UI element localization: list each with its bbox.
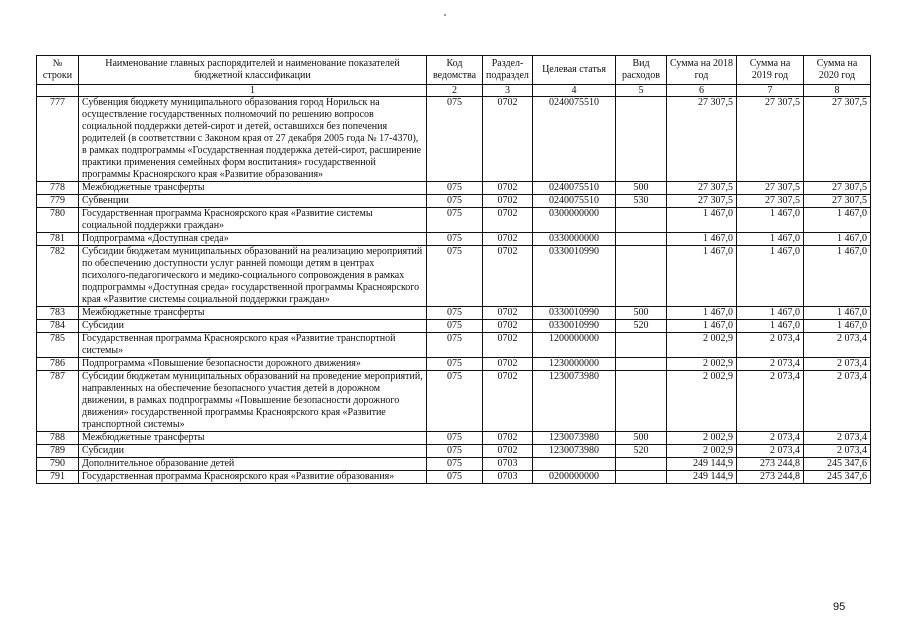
expense-type-cell xyxy=(616,97,667,182)
dept-code-cell: 075 xyxy=(427,195,483,208)
expense-type-cell: 500 xyxy=(616,307,667,320)
section-cell: 0702 xyxy=(483,333,533,358)
sum-2020-cell: 245 347,6 xyxy=(804,471,871,484)
expense-type-cell xyxy=(616,458,667,471)
table-header xyxy=(37,56,871,97)
dept-code-cell: 075 xyxy=(427,371,483,432)
table-row xyxy=(37,208,871,233)
table-body xyxy=(37,97,871,484)
dept-code-cell: 075 xyxy=(427,320,483,333)
sum-2019-cell: 1 467,0 xyxy=(737,246,804,307)
dept-code-cell: 075 xyxy=(427,246,483,307)
sum-2018-cell: 27 307,5 xyxy=(667,182,737,195)
row-number-cell: 786 xyxy=(37,358,79,371)
table-row xyxy=(37,320,871,333)
row-number-cell: 783 xyxy=(37,307,79,320)
sum-2018-cell: 2 002,9 xyxy=(667,371,737,432)
column-number: 5 xyxy=(616,85,667,97)
sum-2018-cell: 2 002,9 xyxy=(667,333,737,358)
table-row xyxy=(37,445,871,458)
sum-2019-cell: 1 467,0 xyxy=(737,233,804,246)
sum-2019-cell: 2 073,4 xyxy=(737,358,804,371)
sum-2019-cell: 273 244,8 xyxy=(737,471,804,484)
expense-type-cell: 530 xyxy=(616,195,667,208)
indicator-name-cell: Государственная программа Красноярского края «Развитие образования» xyxy=(79,471,427,484)
dept-code-cell: 075 xyxy=(427,471,483,484)
header-expense-type: Вид расходов xyxy=(616,56,667,85)
column-number: 7 xyxy=(737,85,804,97)
sum-2018-cell: 1 467,0 xyxy=(667,208,737,233)
indicator-name-cell: Межбюджетные трансферты xyxy=(79,182,427,195)
dept-code-cell: 075 xyxy=(427,233,483,246)
table-row xyxy=(37,371,871,432)
row-number-cell: 784 xyxy=(37,320,79,333)
target-article-cell: 1200000000 xyxy=(533,333,616,358)
sum-2018-cell: 2 002,9 xyxy=(667,445,737,458)
expense-type-cell: 520 xyxy=(616,320,667,333)
header-sum-2020: Сумма на 2020 год xyxy=(804,56,871,85)
indicator-name-cell: Дополнительное образование детей xyxy=(79,458,427,471)
column-number: 6 xyxy=(667,85,737,97)
section-cell: 0703 xyxy=(483,458,533,471)
table-row xyxy=(37,358,871,371)
section-cell: 0702 xyxy=(483,208,533,233)
target-article-cell: 1230073980 xyxy=(533,445,616,458)
sum-2020-cell: 1 467,0 xyxy=(804,246,871,307)
table-row xyxy=(37,458,871,471)
target-article-cell xyxy=(533,458,616,471)
sum-2019-cell: 1 467,0 xyxy=(737,307,804,320)
row-number-cell: 778 xyxy=(37,182,79,195)
sum-2019-cell: 1 467,0 xyxy=(737,208,804,233)
row-number-cell: 790 xyxy=(37,458,79,471)
target-article-cell: 0330010990 xyxy=(533,320,616,333)
sum-2019-cell: 1 467,0 xyxy=(737,320,804,333)
target-article-cell: 0200000000 xyxy=(533,471,616,484)
sum-2020-cell: 1 467,0 xyxy=(804,208,871,233)
column-number: 1 xyxy=(79,85,427,97)
section-cell: 0702 xyxy=(483,195,533,208)
sum-2020-cell: 2 073,4 xyxy=(804,445,871,458)
sum-2020-cell: 2 073,4 xyxy=(804,371,871,432)
section-cell: 0702 xyxy=(483,358,533,371)
row-number-cell: 777 xyxy=(37,97,79,182)
indicator-name-cell: Субсидии бюджетам муниципальных образований на проведение мероприятий, направленных на обеспечение безопасного участия детей в дорожном движении, в рамках подпрограммы «Повышение безопасности дорожного движения» государственной программы Красноярского края «Развитие транспортной системы» xyxy=(79,371,427,432)
section-cell: 0702 xyxy=(483,432,533,445)
indicator-name-cell: Субвенции xyxy=(79,195,427,208)
header-sum-2019: Сумма на 2019 год xyxy=(737,56,804,85)
sum-2018-cell: 2 002,9 xyxy=(667,432,737,445)
row-number-cell: 788 xyxy=(37,432,79,445)
section-cell: 0702 xyxy=(483,445,533,458)
indicator-name-cell: Подпрограмма «Повышение безопасности дорожного движения» xyxy=(79,358,427,371)
sum-2020-cell: 245 347,6 xyxy=(804,458,871,471)
dept-code-cell: 075 xyxy=(427,97,483,182)
row-number-cell: 791 xyxy=(37,471,79,484)
table-row xyxy=(37,182,871,195)
sum-2018-cell: 27 307,5 xyxy=(667,97,737,182)
column-number: 8 xyxy=(804,85,871,97)
column-number: 2 xyxy=(427,85,483,97)
section-cell: 0702 xyxy=(483,233,533,246)
sum-2018-cell: 2 002,9 xyxy=(667,358,737,371)
sum-2020-cell: 1 467,0 xyxy=(804,320,871,333)
row-number-cell: 782 xyxy=(37,246,79,307)
table-row xyxy=(37,432,871,445)
sum-2019-cell: 27 307,5 xyxy=(737,182,804,195)
expense-type-cell xyxy=(616,233,667,246)
dept-code-cell: 075 xyxy=(427,333,483,358)
target-article-cell: 0330000000 xyxy=(533,233,616,246)
sum-2018-cell: 1 467,0 xyxy=(667,307,737,320)
header-name: Наименование главных распорядителей и наименование показателей бюджетной классификации xyxy=(79,56,427,85)
indicator-name-cell: Субсидии xyxy=(79,320,427,333)
expense-type-cell xyxy=(616,471,667,484)
target-article-cell: 1230073980 xyxy=(533,371,616,432)
sum-2020-cell: 2 073,4 xyxy=(804,358,871,371)
sum-2018-cell: 1 467,0 xyxy=(667,320,737,333)
sum-2019-cell: 2 073,4 xyxy=(737,432,804,445)
indicator-name-cell: Государственная программа Красноярского края «Развитие системы социальной поддержки граждан» xyxy=(79,208,427,233)
table-row xyxy=(37,195,871,208)
indicator-name-cell: Межбюджетные трансферты xyxy=(79,432,427,445)
header-sum-2018: Сумма на 2018 год xyxy=(667,56,737,85)
dept-code-cell: 075 xyxy=(427,358,483,371)
section-cell: 0702 xyxy=(483,307,533,320)
target-article-cell: 0240075510 xyxy=(533,195,616,208)
page-number: 95 xyxy=(833,601,846,613)
sum-2020-cell: 1 467,0 xyxy=(804,233,871,246)
table-row xyxy=(37,307,871,320)
sum-2020-cell: 27 307,5 xyxy=(804,97,871,182)
header-row-number: № строки xyxy=(37,56,79,85)
indicator-name-cell: Государственная программа Красноярского края «Развитие транспортной системы» xyxy=(79,333,427,358)
sum-2019-cell: 2 073,4 xyxy=(737,333,804,358)
expense-type-cell xyxy=(616,358,667,371)
target-article-cell: 0330010990 xyxy=(533,246,616,307)
expense-type-cell xyxy=(616,371,667,432)
dept-code-cell: 075 xyxy=(427,307,483,320)
target-article-cell: 0240075510 xyxy=(533,182,616,195)
dept-code-cell: 075 xyxy=(427,182,483,195)
sum-2020-cell: 2 073,4 xyxy=(804,432,871,445)
row-number-cell: 779 xyxy=(37,195,79,208)
sum-2018-cell: 1 467,0 xyxy=(667,233,737,246)
row-number-cell: 785 xyxy=(37,333,79,358)
indicator-name-cell: Субсидии бюджетам муниципальных образований на реализацию мероприятий по обеспечению доступности услуг ранней помощи детям в центрах психолого-педагогического и медико-социального сопровождения в рамках подпрограммы «Доступная среда» государственной программы Красноярского края «Развитие системы социальной поддержки граждан» xyxy=(79,246,427,307)
section-cell: 0702 xyxy=(483,320,533,333)
target-article-cell: 0240075510 xyxy=(533,97,616,182)
column-number: 3 xyxy=(483,85,533,97)
row-number-cell: 789 xyxy=(37,445,79,458)
row-number-cell: 780 xyxy=(37,208,79,233)
sum-2020-cell: 27 307,5 xyxy=(804,182,871,195)
expense-type-cell: 500 xyxy=(616,182,667,195)
target-article-cell: 0300000000 xyxy=(533,208,616,233)
table-row xyxy=(37,471,871,484)
column-number-row xyxy=(37,85,871,97)
header-target-article: Целевая статья xyxy=(533,56,616,85)
section-cell: 0702 xyxy=(483,97,533,182)
expense-type-cell: 520 xyxy=(616,445,667,458)
indicator-name-cell: Субсидии xyxy=(79,445,427,458)
sum-2019-cell: 27 307,5 xyxy=(737,97,804,182)
table-row xyxy=(37,233,871,246)
header-section: Раздел-подраздел xyxy=(483,56,533,85)
sum-2019-cell: 27 307,5 xyxy=(737,195,804,208)
sum-2018-cell: 1 467,0 xyxy=(667,246,737,307)
sum-2018-cell: 249 144,9 xyxy=(667,471,737,484)
indicator-name-cell: Подпрограмма «Доступная среда» xyxy=(79,233,427,246)
row-number-cell: 787 xyxy=(37,371,79,432)
target-article-cell: 1230073980 xyxy=(533,432,616,445)
sum-2019-cell: 2 073,4 xyxy=(737,445,804,458)
header-dept-code: Код ведомства xyxy=(427,56,483,85)
table-row xyxy=(37,97,871,182)
sum-2019-cell: 2 073,4 xyxy=(737,371,804,432)
expense-type-cell: 500 xyxy=(616,432,667,445)
row-number-cell: 781 xyxy=(37,233,79,246)
dept-code-cell: 075 xyxy=(427,445,483,458)
scan-speck xyxy=(444,14,446,16)
indicator-name-cell: Межбюджетные трансферты xyxy=(79,307,427,320)
section-cell: 0703 xyxy=(483,471,533,484)
sum-2018-cell: 27 307,5 xyxy=(667,195,737,208)
target-article-cell: 1230000000 xyxy=(533,358,616,371)
column-number: 4 xyxy=(533,85,616,97)
budget-table xyxy=(36,55,871,484)
sum-2020-cell: 2 073,4 xyxy=(804,333,871,358)
expense-type-cell xyxy=(616,333,667,358)
target-article-cell: 0330010990 xyxy=(533,307,616,320)
sum-2020-cell: 1 467,0 xyxy=(804,307,871,320)
sum-2018-cell: 249 144,9 xyxy=(667,458,737,471)
dept-code-cell: 075 xyxy=(427,208,483,233)
table-row xyxy=(37,333,871,358)
table-row xyxy=(37,246,871,307)
dept-code-cell: 075 xyxy=(427,432,483,445)
expense-type-cell xyxy=(616,246,667,307)
sum-2019-cell: 273 244,8 xyxy=(737,458,804,471)
expense-type-cell xyxy=(616,208,667,233)
section-cell: 0702 xyxy=(483,246,533,307)
dept-code-cell: 075 xyxy=(427,458,483,471)
indicator-name-cell: Субвенция бюджету муниципального образования город Норильск на осуществление государственных полномочий по решению вопросов социальной поддержки детей-сирот и детей, оставшихся без попечения родителей (в соответствии с Законом края от 27 декабря 2005 года № 17-4370), в рамках подпрограммы «Государственная поддержка детей-сирот, расширение практики применения семейных форм воспитания» государственной программы Красноярского края «Развитие образования» xyxy=(79,97,427,182)
section-cell: 0702 xyxy=(483,182,533,195)
section-cell: 0702 xyxy=(483,371,533,432)
sum-2020-cell: 27 307,5 xyxy=(804,195,871,208)
column-number xyxy=(37,85,79,97)
